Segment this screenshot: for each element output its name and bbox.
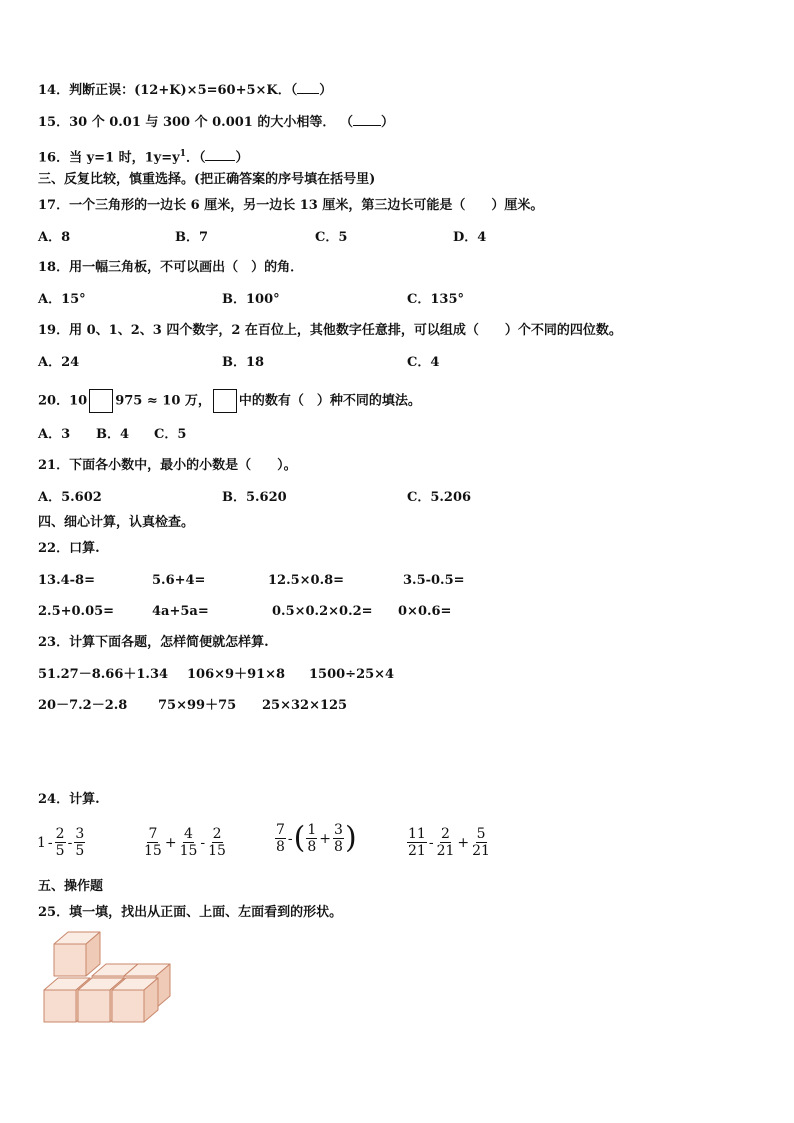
fraction: $\frac{5}{21}$ (472, 826, 490, 859)
question-23: 23．计算下面各题，怎样简便就怎样算. (38, 635, 269, 650)
option-a[interactable]: A．5.602 (38, 490, 102, 505)
fraction: $\frac{3}{5}$ (75, 826, 85, 859)
mental-calc-item: 13.4-8= (38, 573, 95, 588)
fraction: $\frac{7}{15}$ (144, 826, 162, 859)
option-b[interactable]: B．100° (222, 292, 280, 307)
option-b[interactable]: B．4 (96, 427, 130, 442)
section-3-heading: 三、反复比较，慎重选择。(把正确答案的序号填在括号里) (38, 172, 376, 187)
fraction: $\frac{1}{8}$ (307, 822, 317, 855)
question-19: 19．用 0、1、2、3 四个数字，2 在百位上，其他数字任意排，可以组成（ ）个不同的四位数。 (38, 323, 622, 338)
calc-item: 20－7.2－2.8 (38, 698, 128, 713)
question-18: 18．用一幅三角板，不可以画出（ ）的角． (38, 260, 304, 275)
fraction-expression-4: $\frac{11}{21}$ - $\frac{2}{21}$ + $\frac{5}{21}$ (408, 826, 490, 859)
fraction: $\frac{2}{5}$ (55, 826, 65, 859)
fraction: $\frac{3}{8}$ (334, 822, 343, 855)
option-a[interactable]: A．15° (38, 292, 86, 307)
question-16: 16．当 y=1 时，$1y=y^1$．（ ） (38, 149, 249, 166)
digit-box-reference (213, 389, 237, 413)
option-b[interactable]: B．5.620 (222, 490, 287, 505)
digit-box[interactable] (89, 389, 113, 413)
question-21: 21．下面各小数中，最小的小数是（ ）。 (38, 458, 297, 473)
question-20: 20．10 975 ≈ 10 万， 中的数有（ ）种不同的填法。 (38, 389, 421, 414)
fraction-expression-2: $\frac{7}{15}$ + $\frac{4}{15}$ - $\frac{2}{15}$ (144, 826, 226, 859)
fraction-expression-1: 1 - $\frac{2}{5}$ - $\frac{3}{5}$ (37, 826, 85, 859)
section-5-heading: 五、操作题 (38, 879, 104, 894)
question-15-answer: （ ） (340, 115, 395, 130)
fraction-expression-3: $\frac{7}{8}$ -( $\frac{1}{8}$ + $\frac{3}{8}$ ) (276, 820, 357, 856)
question-24: 24．计算. (38, 792, 100, 807)
question-14: 14．判断正误：(12+K)×5=60+5×K．（ ） (38, 83, 333, 98)
cube-front-face (44, 990, 76, 1022)
option-b[interactable]: B．18 (222, 355, 265, 370)
option-a[interactable]: A．24 (38, 355, 80, 370)
mental-calc-item: 12.5×0.8= (268, 573, 345, 588)
question-17: 17．一个三角形的一边长 6 厘米，另一边长 13 厘米，第三边长可能是（ ）厘米。 (38, 198, 544, 213)
mental-calc-item: 3.5-0.5= (403, 573, 465, 588)
answer-blank[interactable] (297, 93, 319, 94)
answer-blank[interactable] (205, 160, 235, 161)
calc-item: 25×32×125 (262, 698, 348, 713)
option-c[interactable]: C．5 (154, 427, 187, 442)
fraction: $\frac{11}{21}$ (408, 826, 426, 859)
question-15: 15．30 个 0.01 与 300 个 0.001 的大小相等． (38, 115, 336, 130)
cube-stack-figure (40, 930, 175, 1028)
option-c[interactable]: C．4 (407, 355, 440, 370)
option-a[interactable]: A．8 (38, 230, 71, 245)
option-b[interactable]: B．7 (175, 230, 209, 245)
calc-item: 51.27－8.66＋1.34 (38, 667, 169, 682)
option-c[interactable]: C．135° (407, 292, 464, 307)
option-c[interactable]: C．5 (315, 230, 348, 245)
option-a[interactable]: A．3 (38, 427, 71, 442)
section-4-heading: 四、细心计算，认真检查。 (38, 515, 195, 530)
option-c[interactable]: C．5.206 (407, 490, 472, 505)
cube-front-face (78, 990, 110, 1022)
answer-blank[interactable] (353, 125, 381, 126)
question-22: 22．口算. (38, 541, 100, 556)
cube-front-face (54, 944, 86, 976)
calc-item: 106×9＋91×8 (187, 667, 286, 682)
left-parenthesis: ( (293, 820, 306, 856)
fraction: $\frac{2}{15}$ (208, 826, 226, 859)
mental-calc-item: 2.5+0.05= (38, 604, 115, 619)
option-d[interactable]: D．4 (453, 230, 487, 245)
question-25: 25．填一填，找出从正面、上面、左面看到的形状。 (38, 905, 343, 920)
cube-front-face (112, 990, 144, 1022)
calc-item: 1500÷25×4 (309, 667, 395, 682)
calc-item: 75×99＋75 (158, 698, 237, 713)
fraction: $\frac{7}{8}$ (276, 822, 285, 855)
mental-calc-item: 0.5×0.2×0.2= (272, 604, 373, 619)
mental-calc-item: 0×0.6= (398, 604, 452, 619)
fraction: $\frac{4}{15}$ (179, 826, 198, 859)
fraction: $\frac{2}{21}$ (436, 826, 455, 859)
right-parenthesis: ) (344, 820, 357, 856)
mental-calc-item: 5.6+4= (152, 573, 206, 588)
mental-calc-item: 4a+5a= (152, 604, 209, 619)
